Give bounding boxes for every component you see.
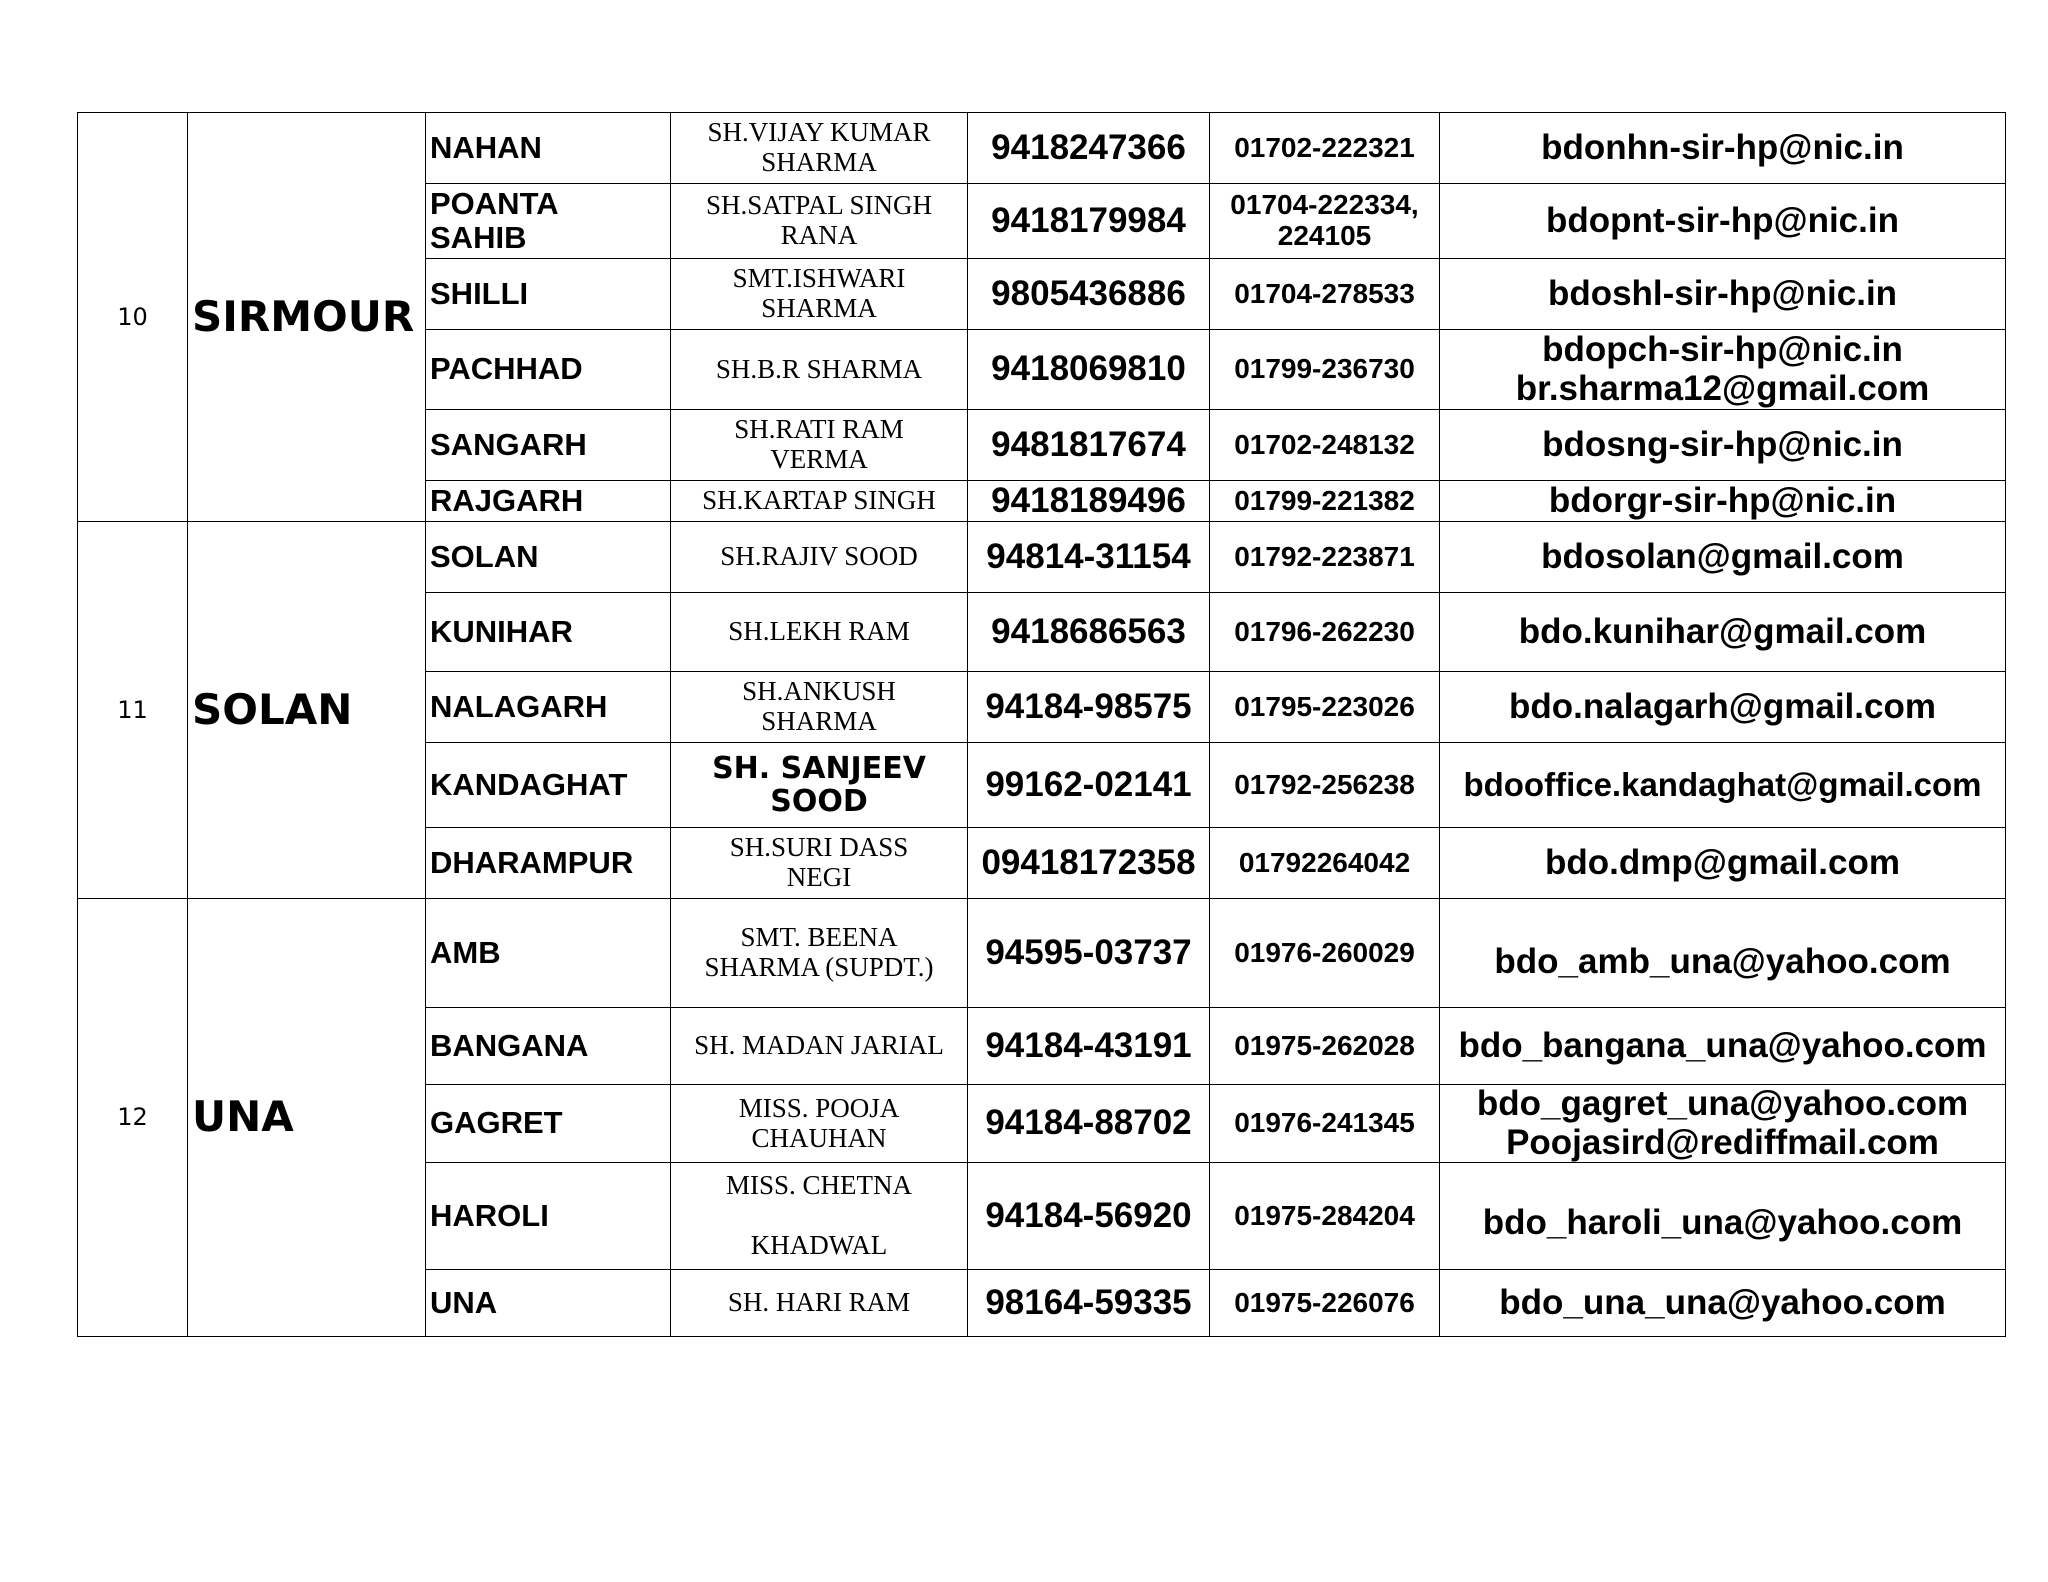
office-phone: 01976-260029 xyxy=(1210,899,1440,1008)
block-name: NALAGARH xyxy=(426,672,671,743)
mobile-number: 94184-43191 xyxy=(968,1008,1210,1085)
officer-name: SH.SURI DASS NEGI xyxy=(671,828,968,899)
email-address: bdo.kunihar@gmail.com xyxy=(1440,593,2006,672)
officer-name: SH.RAJIV SOOD xyxy=(671,522,968,593)
block-name: UNA xyxy=(426,1270,671,1337)
office-phone: 01975-226076 xyxy=(1210,1270,1440,1337)
table-row xyxy=(78,522,2006,593)
serial-number: 12 xyxy=(78,899,188,1337)
office-phone: 01704-278533 xyxy=(1210,259,1440,330)
mobile-number: 9418179984 xyxy=(968,184,1210,259)
office-phone: 01702-222321 xyxy=(1210,113,1440,184)
officer-name: SMT.ISHWARI SHARMA xyxy=(671,259,968,330)
office-phone: 01976-241345 xyxy=(1210,1085,1440,1163)
officer-name: SH.SATPAL SINGH RANA xyxy=(671,184,968,259)
mobile-number: 9481817674 xyxy=(968,410,1210,481)
email-address: bdo_bangana_una@yahoo.com xyxy=(1440,1008,2006,1085)
office-phone: 01799-221382 xyxy=(1210,481,1440,522)
mobile-number: 9418686563 xyxy=(968,593,1210,672)
email-address: bdo.nalagarh@gmail.com xyxy=(1440,672,2006,743)
block-name: POANTA SAHIB xyxy=(426,184,671,259)
email-address: bdopch-sir-hp@nic.in br.sharma12@gmail.com xyxy=(1440,330,2006,410)
office-phone: 01799-236730 xyxy=(1210,330,1440,410)
officer-name: SH.KARTAP SINGH xyxy=(671,481,968,522)
block-name: PACHHAD xyxy=(426,330,671,410)
email-address: bdonhn-sir-hp@nic.in xyxy=(1440,113,2006,184)
block-name: SANGARH xyxy=(426,410,671,481)
mobile-number: 09418172358 xyxy=(968,828,1210,899)
block-name: KUNIHAR xyxy=(426,593,671,672)
mobile-number: 98164-59335 xyxy=(968,1270,1210,1337)
office-phone: 01975-284204 xyxy=(1210,1163,1440,1270)
mobile-number: 9418247366 xyxy=(968,113,1210,184)
block-name: DHARAMPUR xyxy=(426,828,671,899)
serial-number: 11 xyxy=(78,522,188,899)
email-address: bdopnt-sir-hp@nic.in xyxy=(1440,184,2006,259)
district-name: UNA xyxy=(188,899,426,1337)
serial-number: 10 xyxy=(78,113,188,522)
officer-name: SH. SANJEEV SOOD xyxy=(671,743,968,828)
office-phone: 01796-262230 xyxy=(1210,593,1440,672)
block-name: HAROLI xyxy=(426,1163,671,1270)
officer-name: MISS. CHETNA KHADWAL xyxy=(671,1163,968,1270)
email-address: bdo_amb_una@yahoo.com xyxy=(1440,899,2006,1008)
officer-name: SH.RATI RAM VERMA xyxy=(671,410,968,481)
officer-name: MISS. POOJA CHAUHAN xyxy=(671,1085,968,1163)
mobile-number: 9418189496 xyxy=(968,481,1210,522)
mobile-number: 99162-02141 xyxy=(968,743,1210,828)
email-address: bdosng-sir-hp@nic.in xyxy=(1440,410,2006,481)
mobile-number: 94595-03737 xyxy=(968,899,1210,1008)
block-name: AMB xyxy=(426,899,671,1008)
block-name: SHILLI xyxy=(426,259,671,330)
office-phone: 01975-262028 xyxy=(1210,1008,1440,1085)
officer-name: SH.VIJAY KUMAR SHARMA xyxy=(671,113,968,184)
district-name: SIRMOUR xyxy=(188,113,426,522)
officer-name: SH.B.R SHARMA xyxy=(671,330,968,410)
block-name: NAHAN xyxy=(426,113,671,184)
office-phone: 01702-248132 xyxy=(1210,410,1440,481)
block-name: GAGRET xyxy=(426,1085,671,1163)
mobile-number: 9418069810 xyxy=(968,330,1210,410)
officer-name: SMT. BEENA SHARMA (SUPDT.) xyxy=(671,899,968,1008)
district-name: SOLAN xyxy=(188,522,426,899)
block-name: SOLAN xyxy=(426,522,671,593)
email-address: bdooffice.kandaghat@gmail.com xyxy=(1440,743,2006,828)
office-phone: 01792-223871 xyxy=(1210,522,1440,593)
mobile-number: 94184-56920 xyxy=(968,1163,1210,1270)
mobile-number: 94184-98575 xyxy=(968,672,1210,743)
office-phone: 01704-222334, 224105 xyxy=(1210,184,1440,259)
table-row xyxy=(78,113,2006,184)
officer-name: SH. MADAN JARIAL xyxy=(671,1008,968,1085)
email-address: bdoshl-sir-hp@nic.in xyxy=(1440,259,2006,330)
table-row xyxy=(78,899,2006,1008)
email-address: bdosolan@gmail.com xyxy=(1440,522,2006,593)
email-address: bdo_haroli_una@yahoo.com xyxy=(1440,1163,2006,1270)
email-address: bdo.dmp@gmail.com xyxy=(1440,828,2006,899)
email-address: bdo_una_una@yahoo.com xyxy=(1440,1270,2006,1337)
bdo-contact-table xyxy=(77,112,2006,1337)
officer-name: SH.ANKUSH SHARMA xyxy=(671,672,968,743)
officer-name: SH.LEKH RAM xyxy=(671,593,968,672)
mobile-number: 94184-88702 xyxy=(968,1085,1210,1163)
officer-name: SH. HARI RAM xyxy=(671,1270,968,1337)
mobile-number: 9805436886 xyxy=(968,259,1210,330)
email-address: bdo_gagret_una@yahoo.com Poojasird@rediffmail.com xyxy=(1440,1085,2006,1163)
office-phone: 01792-256238 xyxy=(1210,743,1440,828)
office-phone: 01795-223026 xyxy=(1210,672,1440,743)
email-address: bdorgr-sir-hp@nic.in xyxy=(1440,481,2006,522)
block-name: KANDAGHAT xyxy=(426,743,671,828)
block-name: RAJGARH xyxy=(426,481,671,522)
office-phone: 01792264042 xyxy=(1210,828,1440,899)
mobile-number: 94814-31154 xyxy=(968,522,1210,593)
block-name: BANGANA xyxy=(426,1008,671,1085)
